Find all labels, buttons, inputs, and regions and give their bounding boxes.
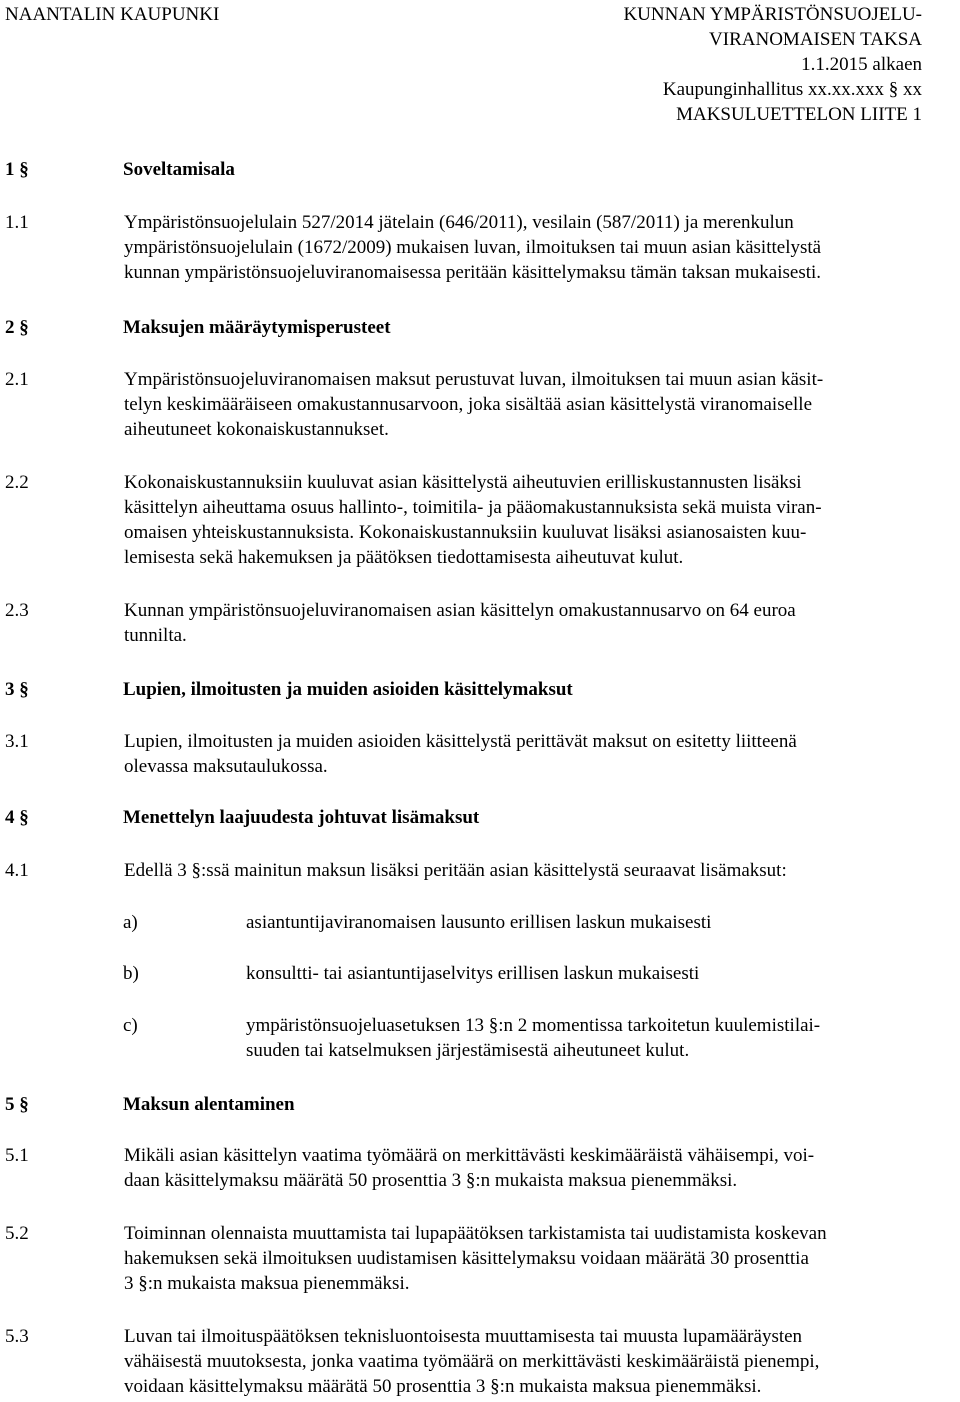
section-title: Lupien, ilmoitusten ja muiden asioiden käsittelymaksut [123, 679, 573, 700]
paragraph-number: 5.3 [5, 1326, 29, 1347]
paragraph-number: 2.1 [5, 369, 29, 390]
list-item-line: konsultti- tai asiantuntijaselvitys erillisen laskun mukaisesti [246, 963, 700, 984]
list-item-line: suuden tai katselmuksen järjestämisestä aiheutuneet kulut. [246, 1040, 690, 1061]
section-heading-5 [5, 1092, 295, 1117]
header-line: Kaupunginhallitus xx.xx.xxx § xx [662, 79, 922, 100]
section-number: 2 § [5, 317, 29, 338]
paragraph-number: 4.1 [5, 860, 29, 881]
municipality-name: NAANTALIN KAUPUNKI [5, 4, 220, 25]
paragraph-line: olevassa maksutaulukossa. [124, 756, 328, 777]
paragraph-line: Ympäristönsuojelulain 527/2014 jätelain (646/2011), vesilain (587/2011) ja merenkulun [124, 212, 794, 233]
section-title: Menettelyn laajuudesta johtuvat lisämaksut [123, 807, 480, 828]
paragraph-line: kunnan ympäristönsuojeluviranomaisessa peritään käsittelymaksu tämän taksan mukaisesti. [124, 262, 822, 283]
list-item-label: a) [123, 912, 138, 933]
paragraph-line: lemisesta sekä hakemuksen ja päätöksen tiedottamisesta aiheutuvat kulut. [124, 547, 684, 568]
paragraph-line: vähäisestä muutoksesta, jonka vaatima työmäärä on merkittävästi keskimääräistä pienempi, [124, 1351, 820, 1372]
section-number: 1 § [5, 159, 29, 180]
paragraph-line: Ympäristönsuojeluviranomaisen maksut perustuvat luvan, ilmoituksen tai muun asian käsit- [124, 369, 824, 390]
section-heading-4 [5, 805, 479, 830]
header-line: 1.1.2015 alkaen [801, 54, 922, 75]
paragraph-line: daan käsittelymaksu määrätä 50 prosenttia 3 §:n mukaista maksua pienemmäksi. [124, 1170, 738, 1191]
paragraph-line: Lupien, ilmoitusten ja muiden asioiden käsittelystä perittävät maksut on esitetty liitteenä [124, 731, 797, 752]
paragraph-line: Edellä 3 §:ssä mainitun maksun lisäksi peritään asian käsittelystä seuraavat lisämaksut: [124, 860, 787, 881]
paragraph-line: Kunnan ympäristönsuojeluviranomaisen asian käsittelyn omakustannusarvo on 64 euroa [124, 600, 796, 621]
list-item-line: asiantuntijaviranomaisen lausunto erillisen laskun mukaisesti [246, 912, 712, 933]
paragraph-number: 2.2 [5, 472, 29, 493]
paragraph-line: Toiminnan olennaista muuttamista tai lupapäätöksen tarkistamista tai uudistamista koskevan [124, 1223, 827, 1244]
paragraph-line: Mikäli asian käsittelyn vaatima työmäärä on merkittävästi keskimääräistä vähäisempi, voi- [124, 1145, 815, 1166]
paragraph-line: Kokonaiskustannuksiin kuuluvat asian käsittelystä aiheutuvien erilliskustannusten lisäksi [124, 472, 802, 493]
paragraph-number: 5.1 [5, 1145, 29, 1166]
paragraph-number: 5.2 [5, 1223, 29, 1244]
section-heading-1 [5, 157, 235, 182]
list-item-line: ympäristönsuojeluasetuksen 13 §:n 2 momentissa tarkoitetun kuulemistilai- [246, 1015, 821, 1036]
paragraph-line: omaisen yhteiskustannuksista. Kokonaiskustannuksiin kuuluvat lisäksi asianosaisten kuu- [124, 522, 807, 543]
paragraph-line: voidaan käsittelymaksu määrätä 50 prosenttia 3 §:n mukaista maksua pienemmäksi. [124, 1376, 762, 1397]
section-number: 5 § [5, 1094, 29, 1115]
paragraph-number: 3.1 [5, 731, 29, 752]
section-title: Maksujen määräytymisperusteet [123, 317, 391, 338]
section-heading-3 [5, 677, 573, 702]
paragraph-line: ympäristönsuojelulain (1672/2009) mukaisen luvan, ilmoituksen tai muun asian käsittelystä [124, 237, 822, 258]
paragraph-number: 1.1 [5, 212, 29, 233]
header-line: KUNNAN YMPÄRISTÖNSUOJELU- [623, 4, 922, 25]
section-title: Soveltamisala [123, 159, 235, 180]
paragraph-line: käsittelyn aiheuttama osuus hallinto-, toimitila- ja pääomakustannuksista sekä muista viran- [124, 497, 822, 518]
paragraph-line: aiheutuneet kokonaiskustannukset. [124, 419, 389, 440]
paragraph-line: tunnilta. [124, 625, 187, 646]
header-line: MAKSULUETTELON LIITE 1 [676, 104, 922, 125]
header-line: VIRANOMAISEN TAKSA [709, 29, 922, 50]
document-header [592, 2, 922, 127]
section-number: 3 § [5, 679, 29, 700]
section-heading-2 [5, 315, 391, 340]
list-item-label: b) [123, 963, 139, 984]
paragraph-line: telyn keskimääräiseen omakustannusarvoon, joka sisältää asian käsittelystä viranomaiselle [124, 394, 813, 415]
section-number: 4 § [5, 807, 29, 828]
list-item-label: c) [123, 1015, 138, 1036]
section-title: Maksun alentaminen [123, 1094, 295, 1115]
paragraph-line: 3 §:n mukaista maksua pienemmäksi. [124, 1273, 410, 1294]
paragraph-line: Luvan tai ilmoituspäätöksen teknisluontoisesta muuttamisesta tai muusta lupamääräysten [124, 1326, 803, 1347]
paragraph-line: hakemuksen sekä ilmoituksen uudistamisen käsittelymaksu voidaan määrätä 30 prosenttia [124, 1248, 809, 1269]
paragraph-number: 2.3 [5, 600, 29, 621]
